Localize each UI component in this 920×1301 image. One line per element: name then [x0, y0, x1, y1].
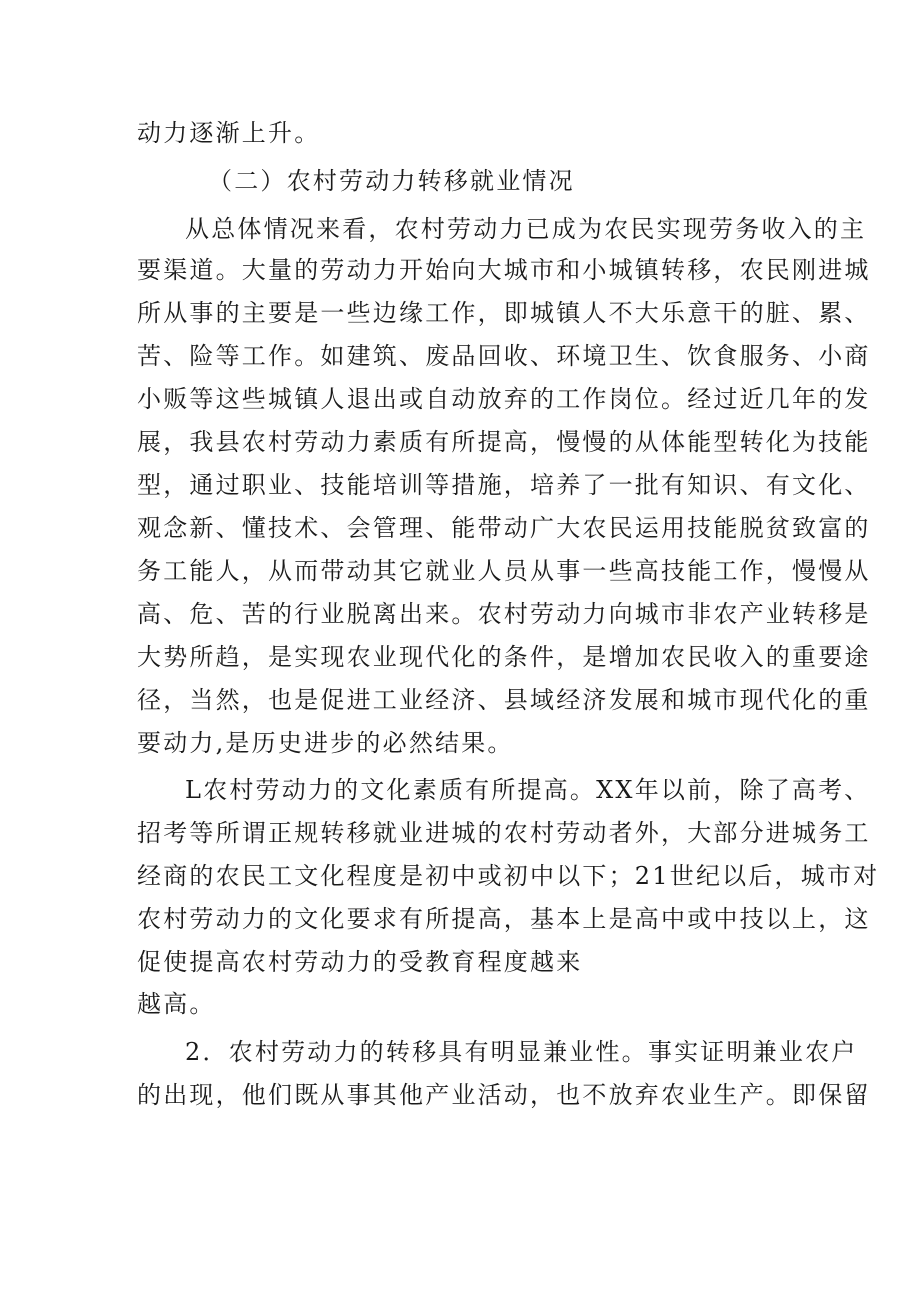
paragraph-line-1: 动力逐渐上升。	[137, 119, 321, 147]
paragraph-line-14: 径，当然，也是促进工业经济、县域经济发展和城市现代化的重	[137, 686, 871, 714]
paragraph-line-23: 的出现，他们既从事其他产业活动，也不放弃农业生产。即保留	[137, 1081, 871, 1109]
paragraph-line-21: 越高。	[137, 990, 216, 1018]
paragraph-line-15: 要动力,是历史进步的必然结果。	[137, 729, 514, 757]
paragraph-line-12: 高、危、苦的行业脱离出来。农村劳动力向城市非农产业转移是	[137, 600, 871, 628]
paragraph-line-20: 促使提高农村劳动力的受教育程度越来	[137, 948, 583, 976]
paragraph-line-11: 务工能人，从而带动其它就业人员从事一些高技能工作，慢慢从	[137, 557, 871, 585]
paragraph-line-3: 从总体情况来看，农村劳动力已成为农民实现劳务收入的主	[185, 215, 867, 243]
section-heading: （二）农村劳动力转移就业情况	[208, 167, 575, 195]
paragraph-line-16: L农村劳动力的文化素质有所提高。XX年以前，除了高考、	[185, 776, 871, 804]
paragraph-line-22: 2．农村劳动力的转移具有明显兼业性。事实证明兼业农户	[185, 1038, 858, 1066]
paragraph-line-18: 经商的农民工文化程度是初中或初中以下；21世纪以后，城市对	[137, 862, 880, 890]
paragraph-line-9: 型，通过职业、技能培训等措施，培养了一批有知识、有文化、	[137, 471, 871, 499]
paragraph-line-19: 农村劳动力的文化要求有所提高，基本上是高中或中技以上，这	[137, 905, 871, 933]
paragraph-line-6: 苦、险等工作。如建筑、废品回收、环境卫生、饮食服务、小商	[137, 342, 871, 370]
paragraph-line-7: 小贩等这些城镇人退出或自动放弃的工作岗位。经过近几年的发	[137, 385, 871, 413]
paragraph-line-8: 展，我县农村劳动力素质有所提高，慢慢的从体能型转化为技能	[137, 428, 871, 456]
paragraph-line-5: 所从事的主要是一些边缘工作，即城镇人不大乐意干的脏、累、	[137, 299, 871, 327]
paragraph-line-13: 大势所趋，是实现农业现代化的条件，是增加农民收入的重要途	[137, 643, 871, 671]
paragraph-line-10: 观念新、懂技术、会管理、能带动广大农民运用技能脱贫致富的	[137, 514, 871, 542]
paragraph-line-4: 要渠道。大量的劳动力开始向大城市和小城镇转移，农民刚进城	[137, 256, 871, 284]
paragraph-line-17: 招考等所谓正规转移就业进城的农村劳动者外，大部分进城务工	[137, 819, 871, 847]
